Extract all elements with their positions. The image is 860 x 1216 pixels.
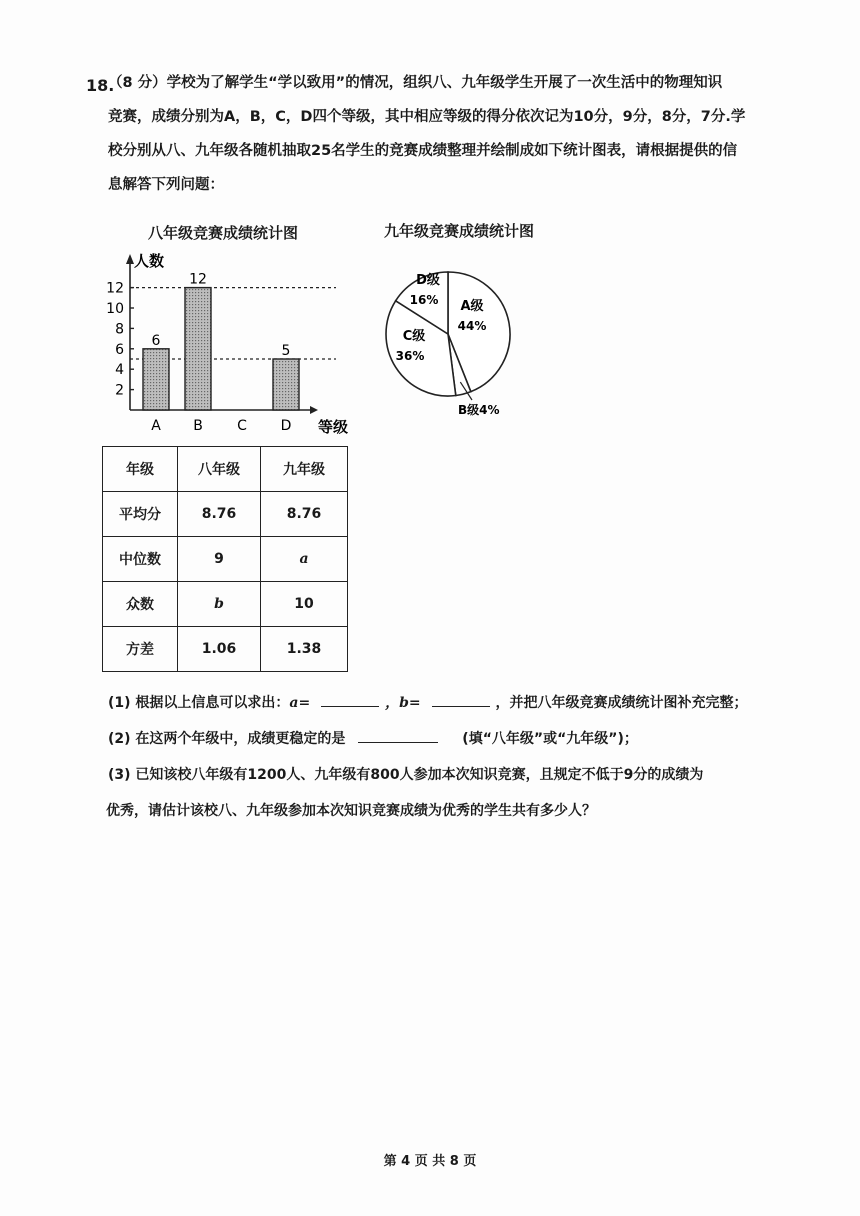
slice-label: C级: [402, 329, 426, 344]
table-row: [103, 537, 348, 582]
bar-value-label: 12: [189, 271, 207, 288]
stem-line: 息解答下列问题：: [108, 177, 224, 193]
table-row: [103, 447, 348, 492]
q1-b-label: ，b=: [385, 695, 421, 711]
stem-line: （8 分）学校为了解学生“学以致用”的情况，组织八、九年级学生开展了一次生活中的物理知识: [108, 75, 723, 91]
bar-B: [185, 288, 211, 410]
answer-blank-a[interactable]: [321, 692, 379, 707]
answer-blank-grade[interactable]: [358, 728, 438, 743]
stem-line: 竞赛，成绩分别为A，B，C，D四个等级，其中相应等级的得分依次记为10分，9分，8分，7分.学: [108, 109, 746, 125]
y-tick-label: 10: [106, 301, 124, 317]
bar-value-label: 6: [151, 332, 161, 349]
q2-prefix: (2) 在这两个年级中，成绩更稳定的是: [108, 731, 346, 747]
table-cell: 平均分: [103, 492, 178, 537]
y-tick-label: 8: [115, 321, 124, 338]
bar-A: [143, 349, 169, 410]
category-label: C: [237, 418, 247, 434]
bar-value-label: 5: [281, 343, 291, 359]
question-stem: [108, 66, 788, 202]
slice-label: D级: [416, 273, 440, 288]
bar-D: [273, 359, 299, 410]
table-cell: 中位数: [103, 537, 178, 582]
y-axis-arrow: [126, 254, 134, 264]
answer-blank-b[interactable]: [432, 692, 490, 707]
q2-suffix: (填“八年级”或“九年级”)；: [462, 731, 638, 747]
category-label: A: [151, 418, 161, 434]
slice-label: A级: [460, 299, 484, 314]
question-number: 18.: [86, 76, 115, 95]
table-cell: 8.76: [261, 492, 348, 537]
subquestion-3-line2: 优秀，请估计该校八、九年级参加本次知识竞赛成绩为优秀的学生共有多少人？: [106, 803, 596, 819]
table-header-cell: 八年级: [178, 447, 261, 492]
table-cell: 9: [178, 537, 261, 582]
x-axis-arrow: [310, 406, 318, 414]
table-row: [103, 627, 348, 672]
y-tick-label: 12: [106, 280, 124, 297]
table-cell: 10: [261, 582, 348, 627]
page-footer: 第 4 页 共 8 页: [383, 1154, 477, 1169]
pie-chart-title: 九年级竞赛成绩统计图: [384, 222, 535, 240]
category-label: D: [280, 418, 292, 434]
table-cell: 方差: [103, 627, 178, 672]
q1-suffix: ，并把八年级竞赛成绩统计图补充完整；: [495, 695, 748, 711]
grade9-pie-chart: [376, 254, 536, 424]
slice-label: B级4%: [458, 403, 500, 417]
slice-percent: 44%: [457, 319, 487, 333]
q1-a-label: a=: [289, 695, 311, 711]
table-row: [103, 582, 348, 627]
subquestion-1: [108, 692, 748, 712]
y-tick-label: 4: [115, 362, 124, 379]
stats-table: [102, 446, 348, 672]
q1-prefix: (1) 根据以上信息可以求出：: [108, 695, 290, 711]
table-header-cell: 年级: [103, 447, 178, 492]
y-tick-label: 2: [115, 382, 124, 399]
y-axis-label: 人数: [134, 252, 165, 270]
category-label: B: [193, 418, 203, 434]
table-row: [103, 492, 348, 537]
table-cell: 1.06: [178, 627, 261, 672]
grade8-bar-chart: [96, 244, 366, 444]
table-cell: 众数: [103, 582, 178, 627]
table-cell: a: [261, 537, 348, 582]
table-cell: 1.38: [261, 627, 348, 672]
x-axis-label: 等级: [318, 418, 349, 436]
slice-percent: 36%: [395, 349, 425, 363]
subquestion-3-line1: (3) 已知该校八年级有1200人、九年级有800人参加本次知识竞赛，且规定不低于9分的成绩为: [108, 767, 704, 783]
table-header-cell: 九年级: [261, 447, 348, 492]
bar-chart-title: 八年级竞赛成绩统计图: [148, 224, 299, 242]
subquestion-2: [108, 728, 638, 748]
slice-percent: 16%: [409, 293, 439, 307]
table-cell: b: [178, 582, 261, 627]
table-cell: 8.76: [178, 492, 261, 537]
stem-line: 校分别从八、九年级各随机抽取25名学生的竞赛成绩整理并绘制成如下统计图表，请根据提供的信: [108, 143, 738, 159]
y-tick-label: 6: [115, 341, 124, 358]
